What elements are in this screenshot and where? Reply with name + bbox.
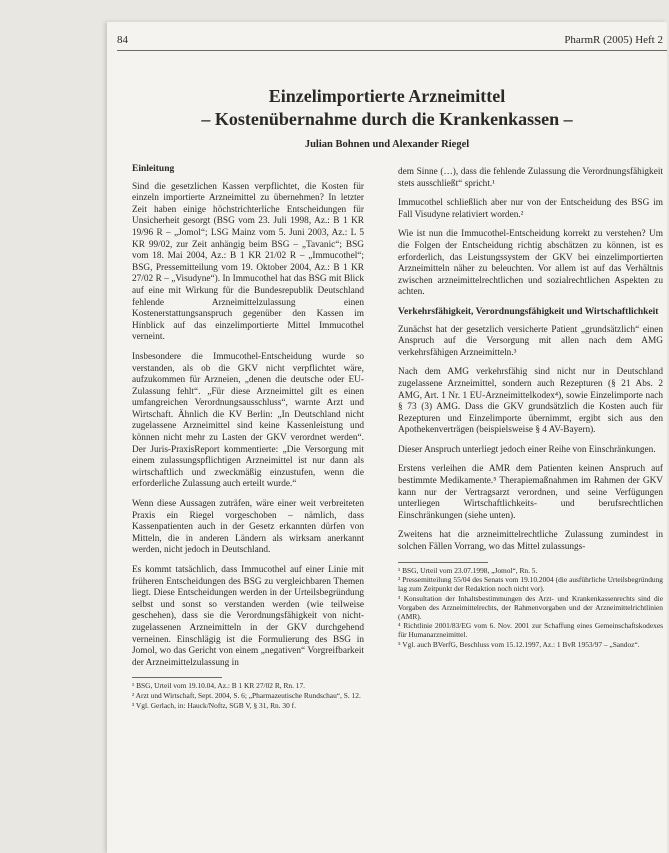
journal-header: PharmR (2005) Heft 2 [564, 34, 663, 46]
left-paragraph: Sind die gesetzlichen Kassen verpflichtet, die Kosten für einzeln importierte Arzneimittel zu übernehmen? In letzter Zeit haben einige höchstrichterliche Entscheidungen für Unsicherheit gesorgt (BSG vom 23. Juli 1998, Az.: B 1 KR 19/96 R – „Jomol“; LSG Mainz vom 5. Juni 2003, Az.: L 5 KR 99/02, zur Zeit anhängig beim BSG – „Tavanic“; BSG vom 18. Mai 2004, Az.: B 1 KR 21/02 R – „Immucothel“; BSG, Pressemitteilung vom 19. Oktober 2004, Az.: B 1 KR 27/02 R – „Visudyne“). In Immucothel hat das BSG mit Blick auf eine mit Wirkung für die Bundesrepublik Deutschland fehlende Arzneimittelzulassung einen Kostenerstattungsanspruch gegenüber den Kassen im Hinblick auf das einzelimportierte Mittel Immucothel verneint. [132, 181, 364, 343]
footnote: ⁴ Richtlinie 2001/83/EG vom 6. Nov. 2001 zur Schaffung eines Gemeinschaftskodexes für Humanarzneimittel. [398, 621, 663, 640]
right-paragraph: Nach dem AMG verkehrsfähig sind nicht nur in Deutschland zugelassene Arzneimittel, sondern auch Rezepturen (§ 21 Abs. 2 AMG, Art. 1 Nr. 1 EU-Arzneimittelkodex⁴), sowie Einzelimporte nach § 73 (3) AMG. Dass die GKV grundsätzlich die Kosten auch für Rezepturen und Einzelimporte übernimmt, ergibt sich aus den Apothekenverträgen (beispielsweise § 4 AV-Bayern). [398, 367, 663, 436]
right-paragraph: Wie ist nun die Immucothel-Entscheidung korrekt zu verstehen? Um die Folgen der Entscheidung richtig abschätzen zu können, ist es erforderlich, das Leistungssystem der GKV bei einzelimportierten Arzneimitteln näher zu beleuchten. Vor allem ist auf das Verhältnis zwischen arzneimittelrechtlichen und sozialrechtlichen Aspekten zu achten. [398, 229, 663, 298]
right-paragraph: Immucothel schließlich aber nur von der Entscheidung des BSG im Fall Visudyne relativiert worden.² [398, 198, 663, 220]
right-paragraph: Zunächst hat der gesetzlich versicherte Patient „grundsätzlich“ einen Anspruch auf die Versorgung mit allen nach dem AMG verkehrsfähigen Arzneimitteln.³ [398, 324, 663, 358]
right-paragraph: Dieser Anspruch unterliegt jedoch einer Reihe von Einschränkungen. [398, 444, 656, 455]
article-title-line-2: – Kostenübernahme durch die Krankenkassen – [201, 109, 573, 129]
footnote: ¹ BSG, Urteil vom 23.07.1998, „Jomol“, Rn. 5. [398, 565, 538, 575]
intro-heading: Einleitung [132, 164, 175, 174]
left-paragraph: Insbesondere die Immucothel-Entscheidung wurde so verstanden, als ob die GKV nicht verpflichtet wäre, aufzukommen für Arzneien, „denen die deutsche oder EU-Zulassung fehlt“. „Für diese Arzneimittel gilt es einen umfangreichen Verordnungsausschluss“, warnte Arzt und Wirtschaft. Ähnlich die KV Berlin: „In Deutschland nicht zugelassene Arzneimittel sind keine Kassenleistung und können nicht mehr zu Lasten der GKV verordnet werden“. Der Juris-PraxisReport kommentierte: „Die Versorgung mit einem zulassungspflichtigen Arzneimittel ist nur dann als wirtschaftlich und zweckmäßig einzustufen, wenn die erforderliche Zulassung auch erteilt wurde.“ [132, 351, 364, 490]
footnote: ² Arzt und Wirtschaft, Sept. 2004, S. 6; „Pharmazeutische Rundschau“, S. 12. [132, 691, 361, 701]
footnote-rule [132, 677, 222, 678]
document-page [107, 22, 667, 853]
right-paragraph: Zweitens hat die arzneimittelrechtliche Zulassung zumindest in solchen Fällen Vorrang, wo das Mittel zulassungs- [398, 530, 663, 553]
footnote: ³ Konsultation der Inhaltsbestimmungen des Arzt- und Krankenkassenrechts sind die Vorgaben des Arzneimittelrechts, der Rahmenvorgaben und der Arzneimittelrichtlinien (AMR). [398, 594, 663, 621]
footnote: ² Pressemitteilung 55/04 des Senats vom 19.10.2004 (die ausführliche Urteilsbegründung lag zum Zeitpunkt der Redaktion noch nicht vor). [398, 575, 663, 594]
footnote-rule [398, 562, 488, 563]
footnote: ³ Vgl. Gerlach, in: Hauck/Noftz, SGB V, § 31, Rn. 30 f. [132, 700, 296, 710]
right-footnotes [398, 567, 663, 650]
footnote: ¹ BSG, Urteil vom 19.10.04, Az.: B 1 KR 27/02 R, Rn. 17. [132, 681, 306, 691]
footnote: ⁵ Vgl. auch BVerfG, Beschluss vom 15.12.1997, Az.: 1 BvR 1953/97 – „Sandoz“. [398, 640, 640, 649]
header-rule [117, 50, 667, 51]
left-paragraph: Es kommt tatsächlich, dass Immucothel auf einer Linie mit früheren Entscheidungen des BSG zu vergleichbaren Themen liegt. Diese Entscheidungen werden in der Urteilsbegründung selbst und sonst so verstanden werden (wie teilweise geschehen), dass sie die Verordnungsfähigkeit von nicht-zugelassenen Arzneimitteln in der GKV durchgehend verneinen. Einschlägig ist die Formulierung des BSG in Jomol, wo das Gericht von einem „negativen“ Vorgreifbarkeit der Arzneimittelzulassung in [132, 565, 364, 668]
left-paragraph: Wenn diese Aussagen zuträfen, wäre einer weit verbreiteten Praxis ein Riegel vorgeschoben – nämlich, dass Kassenpatienten auch in der Gesetz erkannten dürfen von Mitteln, die in anderen Ländern als wirksam anerkannt werden, nicht jedoch in Deutschland. [132, 499, 364, 556]
left-column [132, 164, 364, 712]
right-paragraph: Erstens verleihen die AMR dem Patienten keinen Anspruch auf bestimmte Medikamente.⁵ Therapiemaßnahmen im Rahmen der GKV kann nur der Vertragsarzt verordnen, und seine Verfügungen unterliegen Wirtschaftlichkeits- und berufsrechtlichen Einschränkungen (siehe unten). [398, 464, 663, 521]
section-heading: Verkehrsfähigkeit, Verordnungsfähigkeit und Wirtschaftlichkeit [398, 306, 659, 317]
article-title-line-1: Einzelimportierte Arzneimittel [268, 86, 506, 106]
page-number: 84 [117, 34, 128, 46]
right-column [398, 167, 663, 651]
left-footnotes [132, 682, 364, 710]
article-authors: Julian Bohnen und Alexander Riegel [304, 139, 470, 150]
right-paragraph: dem Sinne (…), dass die fehlende Zulassung die Verordnungsfähigkeit stets ausschließt“ spricht.¹ [398, 167, 663, 189]
